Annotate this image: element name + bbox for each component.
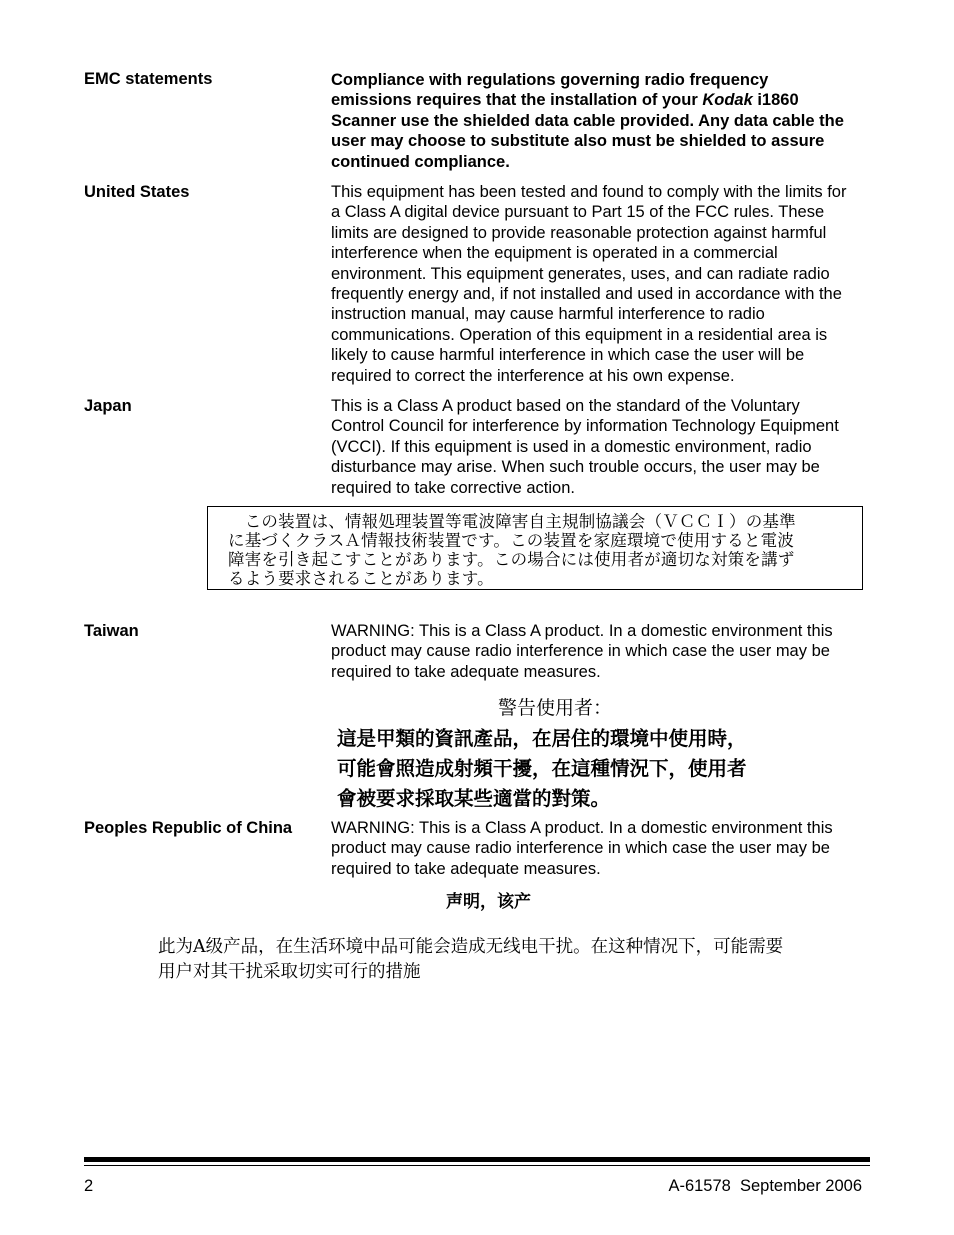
taiwan-label: Taiwan [84, 622, 139, 640]
china-notice-text: 此为A级产品，在生活环境中品可能会造成无线电干扰。在这种情况下，可能需要 用户对其干扰采取切实可行的措施 [158, 937, 784, 982]
taiwan-text: WARNING: This is a Class A product. In a domestic environment this product may cause radio interference in which case the user may be required to take adequate measures. [331, 622, 833, 681]
document-id: A-61578 September 2006 [668, 1177, 862, 1195]
china-label: Peoples Republic of China [84, 819, 293, 837]
emc-label: EMC statements [84, 70, 213, 88]
emc-text: Compliance with regulations governing radio frequency emissions requires that the installation of your Kodak i1860 Scanner use the shielded data cable provided. Any data cable the user may choose to substitute also must be shielded to assure continued compliance. [331, 71, 844, 171]
china-notice-title: 声明，该产 [446, 892, 531, 912]
kodak-brand: Kodak [702, 91, 753, 110]
taiwan-warning-text: 這是甲類的資訊產品，在居住的環境中使用時， 可能會照造成射頻干擾，在這種情況下，使用者 會被要求採取某些適當的對策。 [337, 727, 747, 810]
page-number: 2 [84, 1177, 94, 1195]
japan-text: This is a Class A product based on the standard of the Voluntary Control Council for interference by information Technology Equipment (VCCI). If this equipment is used in a domestic environment, radio disturbance may arise. When such trouble occurs, the user may be required to take corrective action. [331, 397, 839, 497]
taiwan-warning-title: 警告使用者： [498, 697, 613, 719]
us-text: This equipment has been tested and found to comply with the limits for a Class A digital device pursuant to Part 15 of the FCC rules. These limits are designed to provide reasonable protection against harmful interference when the equipment is operated in a commercial environment. This equipment generates, uses, and can radiate radio frequently energy and, if not installed and used in accordance with the instruction manual, may cause harmful interference to radio communications. Operation of this equipment in a residential area is likely to cause harmful interference in which case the user will be required to correct the interference at his own expense. [331, 183, 847, 385]
japan-label: Japan [84, 397, 132, 415]
us-label: United States [84, 183, 190, 201]
footer-rule-thick [84, 1157, 870, 1162]
china-text: WARNING: This is a Class A product. In a domestic environment this product may cause radio interference in which case the user may be required to take adequate measures. [331, 819, 833, 878]
vcci-notice-box: この装置は、情報処理装置等電波障害自主規制協議会（ＶＣＣＩ）の基準 に基づくクラスＡ情報技術装置です。この装置を家庭環境で使用すると電波 障害を引き起こすことがあります。この場合には使用者が適切な対策を講ず るよう要求されることがあります。 [207, 506, 863, 590]
footer-rule-thin [84, 1165, 870, 1166]
